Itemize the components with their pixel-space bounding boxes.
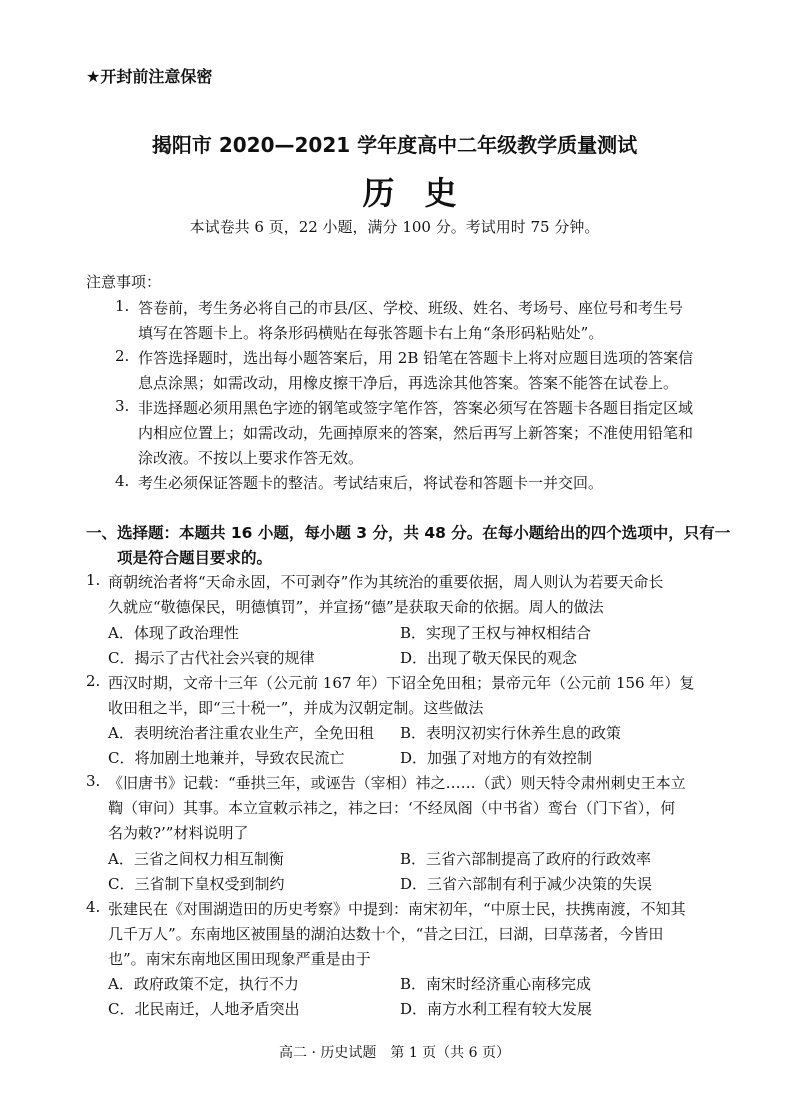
note-line: 答卷前，考生务必将自己的市县/区、学校、班级、姓名、考场号、座位号和考生号 xyxy=(138,299,684,317)
question-line: 商朝统治者将“天命永固，不可剥夺”作为其统治的重要依据，周人则认为若要天命长 xyxy=(108,573,664,591)
option-c: C．揭示了古代社会兴衰的规律 xyxy=(108,649,315,667)
note-line: 填写在答题卡上。将条形码横贴在每张答题卡右上角“条形码粘贴处”。 xyxy=(138,324,604,342)
option-a: A．表明统治者注重农业生产，全免田租 xyxy=(108,724,374,742)
question-line: 久就应“敬德保民，明德慎罚”，并宣扬“德”是获取天命的依据。周人的做法 xyxy=(108,598,604,616)
note-line: 作答选择题时，选出每小题答案后，用 2B 铅笔在答题卡上将对应题目选项的答案信 xyxy=(138,349,694,367)
option-d: D．南方水利工程有较大发展 xyxy=(400,1000,593,1018)
note-number: 4. xyxy=(115,472,130,490)
question-number: 2. xyxy=(86,672,101,690)
option-b: B．南宋时经济重心南移完成 xyxy=(400,975,592,993)
question-line: 几千万人”。东南地区被围垦的湖泊达数十个，“昔之曰江，曰湖，曰草荡者，今皆田 xyxy=(108,925,664,943)
subject-title: 历史 xyxy=(362,174,487,212)
option-b: B．实现了王权与神权相结合 xyxy=(400,624,592,642)
section-heading: 一、选择题：本题共 16 小题，每小题 3 分，共 48 分。在每小题给出的四个选项中，只有一 xyxy=(86,524,731,542)
option-c: C．北民南迁，人地矛盾突出 xyxy=(108,1000,300,1018)
note-number: 2. xyxy=(115,347,130,365)
note-line: 涂改液。不按以上要求作答无效。 xyxy=(138,449,364,467)
option-d: D．三省六部制有利于减少决策的失误 xyxy=(400,875,653,893)
question-line: 《旧唐书》记载：“垂拱三年，或诬告（宰相）祎之……（武）则天特令肃州刺史王本立 xyxy=(108,774,686,792)
option-c: C．将加剧土地兼并，导致农民流亡 xyxy=(108,749,345,767)
question-number: 4. xyxy=(86,898,101,916)
question-line: 张建民在《对围湖造田的历史考察》中提到：南宋初年，“中原士民，扶携南渡，不知其 xyxy=(108,900,686,918)
question-line: 收田租之半，即“三十税一”，并成为汉朝定制。这些做法 xyxy=(108,699,484,717)
option-a: A．三省之间权力相互制衡 xyxy=(108,850,284,868)
option-d: D．出现了敬天保民的观念 xyxy=(400,649,578,667)
option-b: B．三省六部制提高了政府的行政效率 xyxy=(400,850,652,868)
section-heading-cont: 项是符合题目要求的。 xyxy=(117,549,273,567)
question-line: 鞫（审问）其事。本立宣敕示祎之，祎之曰：‘不经凤阁（中书省）鸾台（门下省），何 xyxy=(108,799,676,817)
option-a: A．体现了政治理性 xyxy=(108,624,239,642)
notes-heading: 注意事项： xyxy=(86,273,162,291)
note-line: 非选择题必须用黑色字迹的钢笔或签字笔作答，答案必须写在答题卡各题目指定区域 xyxy=(138,399,694,417)
note-number: 3. xyxy=(115,397,130,415)
question-number: 3. xyxy=(86,772,101,790)
question-line: 名为敕?’”材料说明了 xyxy=(108,824,249,842)
question-line: 西汉时期，文帝十三年（公元前 167 年）下诏全免田租；景帝元年（公元前 156 年）复 xyxy=(108,674,695,692)
option-c: C．三省制下皇权受到制约 xyxy=(108,875,285,893)
exam-title: 揭阳市 2020—2021 学年度高中二年级教学质量测试 xyxy=(151,133,638,157)
question-line: 也”。南宋东南地区围田现象严重是由于 xyxy=(108,950,371,968)
option-a: A．政府政策不定，执行不力 xyxy=(108,975,299,993)
page-footer: 高二 · 历史试题 第 1 页（共 6 页） xyxy=(279,1045,510,1061)
note-number: 1. xyxy=(115,297,130,315)
exam-info: 本试卷共 6 页，22 小题，满分 100 分。考试用时 75 分钟。 xyxy=(189,218,600,236)
confidential-mark: ★开封前注意保密 xyxy=(86,67,213,86)
question-number: 1. xyxy=(86,571,101,589)
note-line: 考生必须保证答题卡的整洁。考试结束后，将试卷和答题卡一并交回。 xyxy=(138,474,604,492)
option-b: B．表明汉初实行休养生息的政策 xyxy=(400,724,622,742)
option-d: D．加强了对地方的有效控制 xyxy=(400,749,593,767)
note-line: 内相应位置上；如需改动，先画掉原来的答案，然后再写上新答案；不准使用铅笔和 xyxy=(138,424,694,442)
note-line: 息点涂黑；如需改动，用橡皮擦干净后，再选涂其他答案。答案不能答在试卷上。 xyxy=(138,374,679,392)
